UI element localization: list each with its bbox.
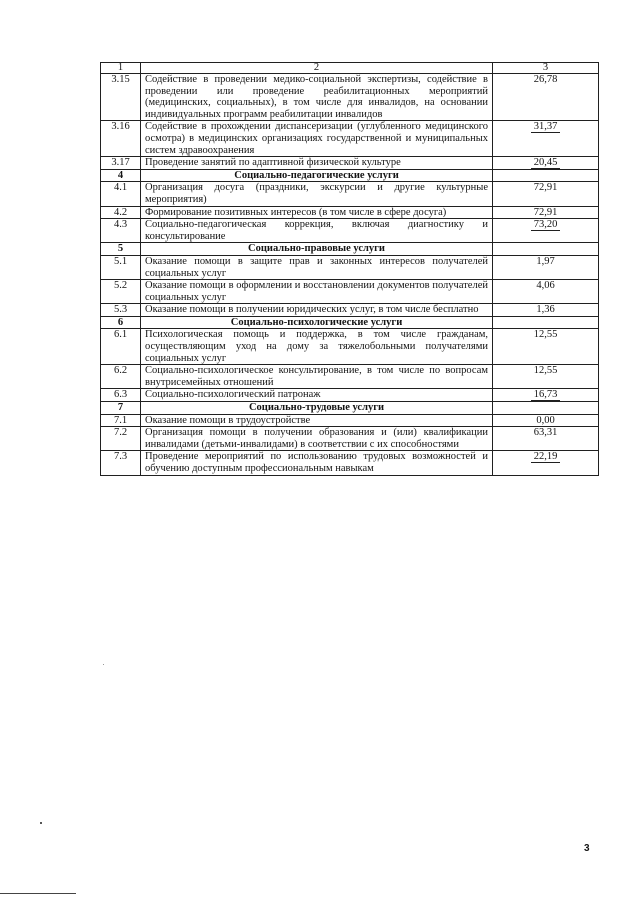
price-cell <box>493 157 599 170</box>
section-value-cell <box>493 316 599 329</box>
price-value: 26,78 <box>533 74 558 85</box>
row-number: 3.15 <box>101 74 141 121</box>
price-value: 4,06 <box>536 280 555 292</box>
row-number: 7.1 <box>101 414 141 427</box>
service-name: Оказание помощи в трудоустройстве <box>141 414 493 427</box>
section-row <box>101 243 599 256</box>
section-title: Социально-педагогические услуги <box>141 169 493 182</box>
price-value: 22,19 <box>531 451 561 463</box>
table-row <box>101 219 599 243</box>
table-header-row <box>101 63 599 74</box>
scan-speck <box>103 664 104 665</box>
service-name: Оказание помощи в защите прав и законных интересов получателей социальных услуг <box>141 255 493 279</box>
price-value: 31,37 <box>531 121 561 133</box>
page-number: 3 <box>584 843 590 854</box>
price-value: 0,00 <box>533 415 557 427</box>
price-cell <box>493 121 599 157</box>
service-name: Содействие в проведении медико-социальной экспертизы, содействие в проведении или проведение реабилитационных мероприятий (медицинских, социальных), в том числе для инвалидов, на основании индивидуальных программ реабилитации инвалидов <box>141 74 493 121</box>
service-name: Проведение мероприятий по использованию трудовых возможностей и обучению доступным профессиональным навыкам <box>141 451 493 475</box>
row-number: 6.2 <box>101 365 141 389</box>
service-name: Проведение занятий по адаптивной физической культуре <box>141 157 493 170</box>
price-cell <box>493 329 599 365</box>
row-number: 5.3 <box>101 304 141 317</box>
price-value: 72,91 <box>533 182 558 194</box>
price-cell <box>493 280 599 304</box>
table-row <box>101 255 599 279</box>
price-cell <box>493 255 599 279</box>
price-value: 12,55 <box>533 365 558 377</box>
header-col-1: 1 <box>101 63 141 74</box>
row-number: 6.3 <box>101 389 141 402</box>
scan-speck <box>40 822 42 824</box>
price-value: 20,45 <box>531 157 561 169</box>
table-row <box>101 206 599 219</box>
price-value: 12,55 <box>533 329 558 341</box>
row-number: 3.16 <box>101 121 141 157</box>
price-cell <box>493 414 599 427</box>
price-value: 1,36 <box>536 304 555 316</box>
section-number: 7 <box>101 402 141 415</box>
row-number: 6.1 <box>101 329 141 365</box>
table-row <box>101 451 599 475</box>
services-price-table <box>100 62 599 476</box>
service-name: Содействие в прохождении диспансеризации (углубленного медицинского осмотра) в медицинских организациях государственной и муниципальных систем здравоохранения <box>141 121 493 157</box>
section-title: Социально-трудовые услуги <box>141 402 493 415</box>
price-cell <box>493 365 599 389</box>
table-row <box>101 365 599 389</box>
table-row <box>101 280 599 304</box>
table-row <box>101 182 599 206</box>
price-cell <box>493 219 599 243</box>
header-col-3: 3 <box>493 63 599 74</box>
price-cell <box>493 389 599 402</box>
price-cell <box>493 304 599 317</box>
table-row <box>101 304 599 317</box>
section-number: 4 <box>101 169 141 182</box>
row-number: 5.2 <box>101 280 141 304</box>
section-title: Социально-правовые услуги <box>141 243 493 256</box>
header-col-2: 2 <box>141 63 493 74</box>
section-number: 6 <box>101 316 141 329</box>
service-name: Оказание помощи в получении юридических услуг, в том числе бесплатно <box>141 304 493 317</box>
section-value-cell <box>493 243 599 256</box>
section-row <box>101 402 599 415</box>
price-value: 16,73 <box>531 389 561 401</box>
row-number: 7.3 <box>101 451 141 475</box>
table-row <box>101 157 599 170</box>
table-row <box>101 121 599 157</box>
row-number: 4.1 <box>101 182 141 206</box>
service-name: Социально-психологический патронаж <box>141 389 493 402</box>
price-cell <box>493 451 599 475</box>
table-row <box>101 329 599 365</box>
footer-rule <box>0 893 76 894</box>
row-number: 4.3 <box>101 219 141 243</box>
service-name: Социально-психологическое консультирование, в том числе по вопросам внутрисемейных отношений <box>141 365 493 389</box>
service-name: Организация помощи в получении образования и (или) квалификации инвалидами (детьми-инвалидами) в соответствии с их способностями <box>141 427 493 451</box>
section-number: 5 <box>101 243 141 256</box>
row-number: 3.17 <box>101 157 141 170</box>
row-number: 5.1 <box>101 255 141 279</box>
service-name: Организация досуга (праздники, экскурсии и другие культурные мероприятия) <box>141 182 493 206</box>
price-cell <box>493 427 599 451</box>
table-row <box>101 427 599 451</box>
table-row <box>101 414 599 427</box>
price-value: 1,97 <box>536 255 555 267</box>
price-value: 63,31 <box>533 427 558 439</box>
row-number: 7.2 <box>101 427 141 451</box>
section-row <box>101 316 599 329</box>
section-value-cell <box>493 169 599 182</box>
price-value: 73,20 <box>531 219 561 231</box>
section-title: Социально-психологические услуги <box>141 316 493 329</box>
row-number: 4.2 <box>101 206 141 219</box>
section-row <box>101 169 599 182</box>
price-cell <box>493 74 599 121</box>
price-value: 72,91 <box>531 207 561 219</box>
table-row <box>101 389 599 402</box>
service-name: Психологическая помощь и поддержка, в том числе гражданам, осуществляющим уход на дому за тяжелобольными получателями социальных услуг <box>141 329 493 365</box>
service-name: Социально-педагогическая коррекция, включая диагностику и консультирование <box>141 219 493 243</box>
service-name: Формирование позитивных интересов (в том числе в сфере досуга) <box>141 206 493 219</box>
service-name: Оказание помощи в оформлении и восстановлении документов получателей социальных услуг <box>141 280 493 304</box>
price-cell <box>493 206 599 219</box>
table-row <box>101 74 599 121</box>
price-cell <box>493 182 599 206</box>
section-value-cell <box>493 402 599 415</box>
